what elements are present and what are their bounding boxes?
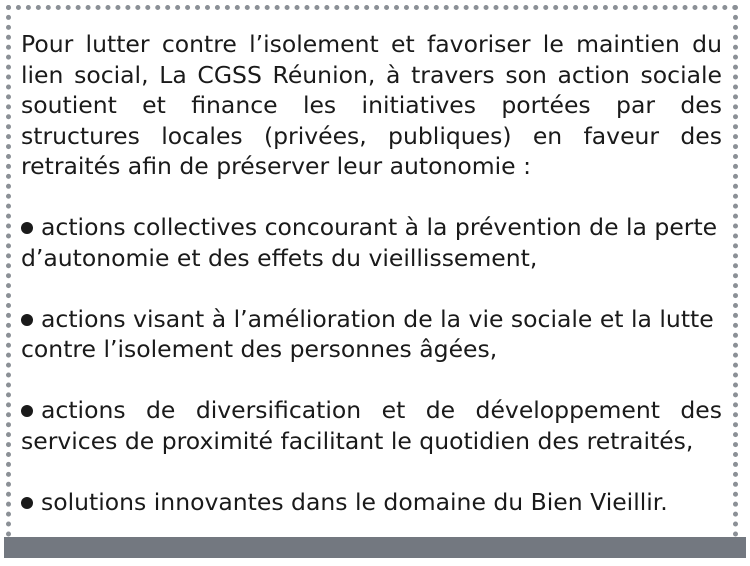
bullet-item xyxy=(21,304,722,365)
bullet-text: actions collectives concourant à la prévention de la perte d’autonomie et des effets du vieillissement, xyxy=(21,213,718,272)
bullet-item xyxy=(21,212,722,273)
bullet-text: actions de diversification et de développement des services de proximité facilitant le quotidien des retraités, xyxy=(21,396,722,455)
text-block xyxy=(21,29,722,517)
bullet-item xyxy=(21,487,722,518)
bullet-icon xyxy=(21,222,33,234)
bullet-item xyxy=(21,395,722,456)
bottom-bar xyxy=(4,537,746,558)
intro-paragraph: Pour lutter contre l’isolement et favoriser le maintien du lien social, La CGSS Réunion, à travers son action sociale soutient et finance les initiatives portées par des structures locales (privées, publiques) en faveur des retraités afin de préserver leur autonomie : xyxy=(21,30,722,180)
bullet-icon xyxy=(21,497,33,509)
bullet-icon xyxy=(21,405,33,417)
bullet-text: solutions innovantes dans le domaine du Bien Vieillir. xyxy=(41,487,668,516)
bullet-text: actions visant à l’amélioration de la vie sociale et la lutte contre l’isolement des personnes âgées, xyxy=(21,304,714,363)
bullet-icon xyxy=(21,314,33,326)
